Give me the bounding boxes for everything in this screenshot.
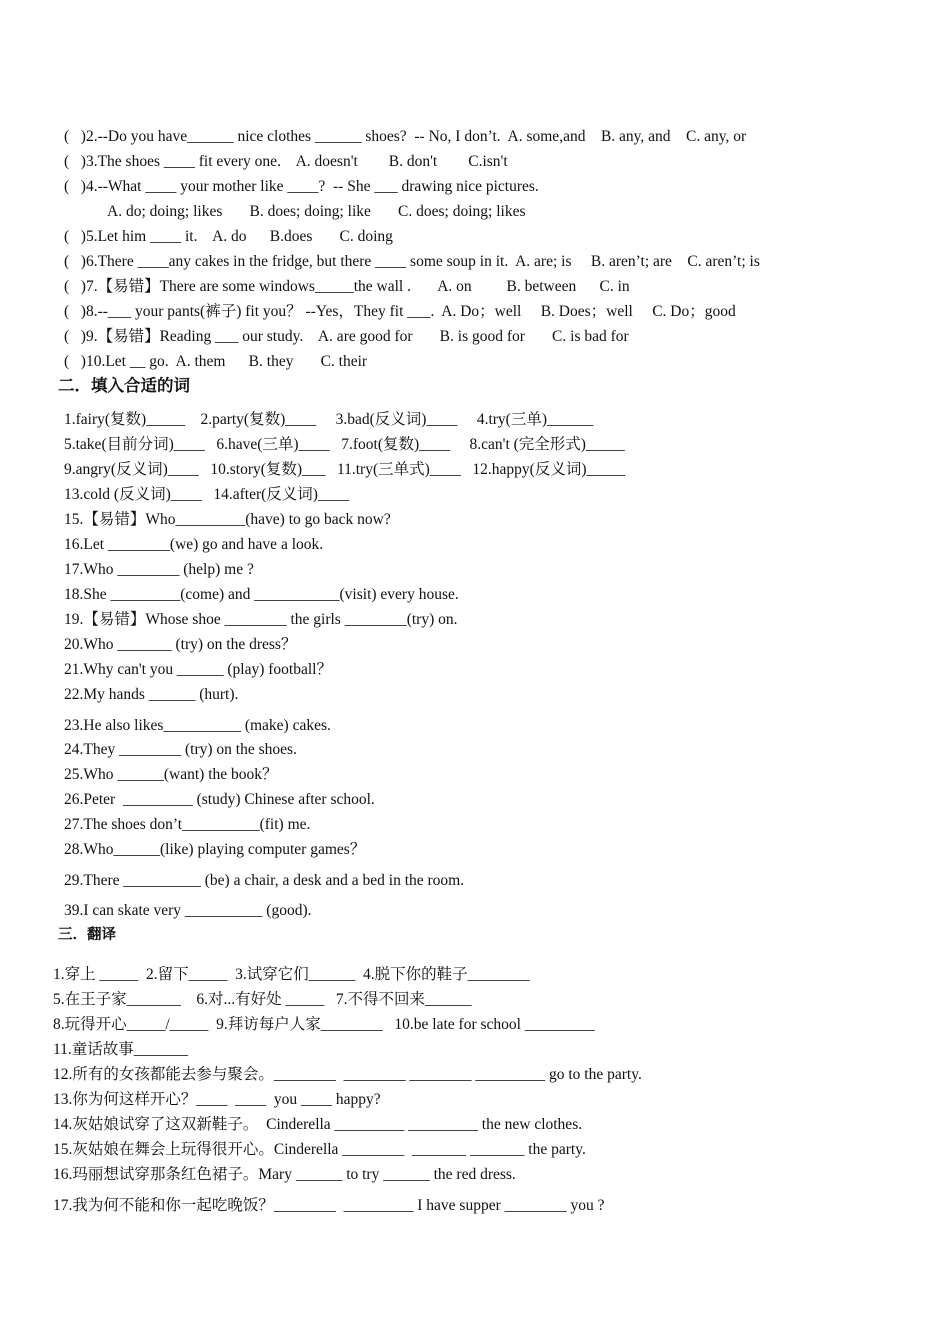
question-8: ( )8.--___ your pants(裤子) fit you？ --Yes，They fit ___. A. Do；well B. Does；well C. Do；good <box>64 303 736 320</box>
question-7: ( )7.【易错】There are some windows_____the wall . A. on B. between C. in <box>64 278 630 295</box>
section-3-heading: 三．翻译 <box>58 927 116 943</box>
translate-item: 17.我为何不能和你一起吃晚饭？________ _________ I have supper ________ you ? <box>53 1197 605 1214</box>
fill-item: 26.Peter _________ (study) Chinese after school. <box>64 791 375 808</box>
fill-item: 9.angry(反义词)____ 10.story(复数)___ 11.try(三单式)____ 12.happy(反义词)_____ <box>64 461 626 478</box>
translate-item: 1.穿上 _____ 2.留下_____ 3.试穿它们______ 4.脱下你的鞋子________ <box>53 966 530 983</box>
fill-item: 25.Who ______(want) the book？ <box>64 766 278 783</box>
fill-item: 27.The shoes don’t__________(fit) me. <box>64 816 311 833</box>
fill-item: 21.Why can't you ______ (play) football？ <box>64 661 332 678</box>
fill-item: 16.Let ________(we) go and have a look. <box>64 536 324 553</box>
fill-item: 20.Who _______ (try) on the dress？ <box>64 636 297 653</box>
question-9: ( )9.【易错】Reading ___ our study. A. are good for B. is good for C. is bad for <box>64 328 629 345</box>
question-10: ( )10.Let __ go. A. them B. they C. their <box>64 353 368 370</box>
fill-item: 29.There __________ (be) a chair, a desk and a bed in the room. <box>64 872 465 889</box>
fill-item: 5.take(目前分词)____ 6.have(三单)____ 7.foot(复数)____ 8.can't (完全形式)_____ <box>64 436 625 453</box>
translate-item: 8.玩得开心_____/_____ 9.拜访每户人家________ 10.be late for school _________ <box>53 1016 595 1033</box>
translate-item: 12.所有的女孩都能去参与聚会。________ ________ ________ _________ go to the party. <box>53 1066 642 1083</box>
question-3: ( )3.The shoes ____ fit every one. A. doesn't B. don't C.isn't <box>64 153 508 170</box>
translate-item: 15.灰姑娘在舞会上玩得很开心。Cinderella ________ _______ _______ the party. <box>53 1141 586 1158</box>
fill-item: 23.He also likes__________ (make) cakes. <box>64 717 331 734</box>
fill-item: 22.My hands ______ (hurt). <box>64 686 239 703</box>
question-6: ( )6.There ____any cakes in the fridge, but there ____ some soup in it. A. are; is B. aren’t; are C. aren’t; is <box>64 253 760 270</box>
translate-item: 5.在王子家_______ 6.对...有好处 _____ 7.不得不回来______ <box>53 991 472 1008</box>
question-5: ( )5.Let him ____ it. A. do B.does C. doing <box>64 228 393 245</box>
translate-item: 13.你为何这样开心？____ ____ you ____ happy? <box>53 1091 381 1108</box>
fill-item: 15.【易错】Who_________(have) to go back now? <box>64 511 391 528</box>
fill-item: 1.fairy(复数)_____ 2.party(复数)____ 3.bad(反义词)____ 4.try(三单)______ <box>64 411 594 428</box>
translate-item: 14.灰姑娘试穿了这双新鞋子。 Cinderella _________ _________ the new clothes. <box>53 1116 583 1133</box>
fill-item: 39.I can skate very __________ (good). <box>64 902 312 919</box>
fill-item: 18.She _________(come) and ___________(visit) every house. <box>64 586 459 603</box>
section-2-heading: 二．填入合适的词 <box>58 376 190 395</box>
question-4: ( )4.--What ____ your mother like ____? -- She ___ drawing nice pictures. <box>64 178 539 195</box>
fill-item: 13.cold (反义词)____ 14.after(反义词)____ <box>64 486 349 503</box>
fill-item: 24.They ________ (try) on the shoes. <box>64 741 297 758</box>
question-2: ( )2.--Do you have______ nice clothes ______ shoes? -- No, I don’t. A. some,and B. any, and C. any, or <box>64 128 747 145</box>
translate-item: 16.玛丽想试穿那条红色裙子。Mary ______ to try ______ the red dress. <box>53 1166 516 1183</box>
fill-item: 28.Who______(like) playing computer games？ <box>64 841 366 858</box>
fill-item: 19.【易错】Whose shoe ________ the girls ________(try) on. <box>64 611 458 628</box>
fill-item: 17.Who ________ (help) me ? <box>64 561 254 578</box>
question-4-options: A. do; doing; likes B. does; doing; like C. does; doing; likes <box>107 203 526 220</box>
translate-item: 11.童话故事_______ <box>53 1041 189 1058</box>
